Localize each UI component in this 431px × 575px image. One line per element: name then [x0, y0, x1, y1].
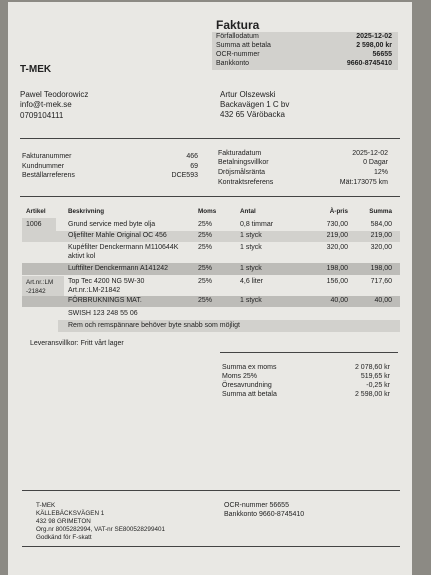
row5-sum: 717,60 — [370, 278, 392, 285]
row1-price: 730,00 — [326, 221, 348, 228]
row1-vat: 25% — [198, 221, 213, 228]
summary-bank-label: Bankkonto — [216, 60, 250, 67]
contract-reference-label: Kontraktsreferens — [218, 179, 274, 186]
invoice-title: Faktura — [216, 18, 260, 32]
row2-vat: 25% — [198, 232, 213, 239]
row3-desc-line2: aktivt kol — [68, 253, 96, 260]
row4-desc: Luftfilter Denckermann A141242 — [68, 265, 169, 272]
col-header-vat: Moms — [198, 208, 217, 215]
col-header-sum: Summa — [369, 208, 392, 215]
row3-price: 320,00 — [326, 244, 348, 251]
recipient-street: Backavägen 1 C bv — [220, 100, 290, 109]
customer-number-label: Kundnummer — [22, 163, 65, 170]
col-header-unit-price: À-pris — [329, 208, 348, 215]
row6-price: 40,00 — [330, 297, 348, 304]
divider-totals — [220, 352, 398, 353]
note-belt: Rem och remspännare behöver byte snabb som möjligt — [68, 322, 240, 329]
summary-bank-value: 9660-8745410 — [346, 60, 392, 67]
footer-org: Org.nr 8005282994, VAT-nr SE800528299401 — [36, 526, 165, 533]
total-rounding-label: Öresavrundning — [222, 382, 272, 389]
total-vat-label: Moms 25% — [222, 373, 258, 380]
col-header-description: Beskrivning — [68, 208, 105, 215]
summary-due-label: Förfallodatum — [216, 33, 259, 40]
row4-sum: 198,00 — [370, 265, 392, 272]
col-header-qty: Antal — [240, 208, 256, 215]
recipient-city: 432 65 Väröbacka — [220, 110, 285, 119]
total-ex-vat-label: Summa ex moms — [222, 364, 277, 371]
col-header-article: Artikel — [26, 208, 46, 215]
row5-vat: 25% — [198, 278, 213, 285]
row1-article: 1006 — [26, 221, 42, 228]
row1-qty: 0,8 timmar — [240, 221, 274, 228]
note-swish: SWISH 123 248 55 06 — [68, 310, 138, 317]
row5-price: 156,00 — [326, 278, 348, 285]
row3-desc: Kupéfilter Denckermann M110644K — [68, 244, 179, 251]
customer-number-value: 69 — [190, 163, 198, 170]
delivery-terms: Leveransvillkor: Fritt vårt lager — [30, 340, 124, 347]
order-reference-value: DCE593 — [171, 172, 198, 179]
payment-terms-label: Betalningsvillkor — [218, 159, 269, 166]
row3-qty: 1 styck — [240, 244, 262, 251]
row5-article-text: Art.nr.:LM -21842 — [26, 279, 54, 295]
recipient-name: Artur Olszewski — [220, 90, 276, 99]
total-to-pay-value: 2 598,00 kr — [354, 391, 390, 398]
row3-sum: 320,00 — [370, 244, 392, 251]
footer-ftax: Godkänd för F-skatt — [36, 534, 92, 541]
divider-top — [20, 138, 400, 139]
row4-vat: 25% — [198, 265, 213, 272]
row4-qty: 1 styck — [240, 265, 262, 272]
summary-due-value: 2025-12-02 — [356, 33, 392, 40]
total-to-pay-label: Summa att betala — [222, 391, 277, 398]
payment-terms-value: 0 Dagar — [363, 159, 388, 166]
contract-reference-value: Mät:173075 km — [339, 179, 388, 186]
late-interest-label: Dröjsmålsränta — [218, 169, 266, 176]
row2-qty: 1 styck — [240, 232, 262, 239]
row2-sum: 219,00 — [370, 232, 392, 239]
footer-ocr: OCR-nummer 56655 — [224, 502, 289, 509]
total-vat-value: 519,65 kr — [360, 373, 390, 380]
divider-bottom — [22, 546, 400, 547]
row5-desc: Top Tec 4200 NG 5W-30 — [68, 278, 145, 285]
divider-info — [20, 196, 400, 197]
invoice-paper — [8, 2, 412, 575]
order-reference-label: Beställarreferens — [22, 172, 75, 179]
sender-name: Pawel Teodorowicz — [20, 90, 89, 99]
row1-desc: Grund service med byte olja — [68, 221, 156, 228]
total-rounding-value: -0,25 kr — [366, 382, 390, 389]
invoice-number-label: Fakturanummer — [22, 153, 72, 160]
late-interest-value: 12% — [373, 169, 388, 176]
summary-total-value: 2 598,00 kr — [356, 42, 392, 49]
footer-bank: Bankkonto 9660-8745410 — [224, 511, 305, 518]
row3-vat: 25% — [198, 244, 213, 251]
summary-ocr-value: 56655 — [372, 51, 392, 58]
summary-ocr-label: OCR-nummer — [216, 51, 260, 58]
row6-sum: 40,00 — [374, 297, 392, 304]
footer-address2: 432 98 GRIMETON — [36, 518, 91, 525]
summary-total-label: Summa att betala — [216, 42, 271, 49]
row5-article — [26, 278, 53, 296]
invoice-date-label: Fakturadatum — [218, 150, 262, 157]
row5-desc-line2: Art.nr.:LM-21842 — [68, 287, 121, 294]
sender-email: info@t-mek.se — [20, 100, 72, 109]
invoice-number-value: 466 — [186, 153, 198, 160]
row5-qty: 4,6 liter — [240, 278, 263, 285]
row4-price: 198,00 — [326, 265, 348, 272]
row1-sum: 584,00 — [370, 221, 392, 228]
row6-vat: 25% — [198, 297, 213, 304]
divider-footer — [22, 490, 400, 491]
sender-phone: 0709104111 — [20, 111, 64, 120]
row2-price: 219,00 — [326, 232, 348, 239]
row6-qty: 1 styck — [240, 297, 262, 304]
row2-desc: Oljefilter Mahle Original OC 456 — [68, 232, 167, 239]
sender-company: T-MEK — [20, 64, 52, 75]
footer-company: T-MEK — [36, 502, 56, 509]
total-ex-vat-value: 2 078,60 kr — [354, 364, 390, 371]
footer-address1: KÄLLEBÄCKSVÄGEN 1 — [36, 510, 105, 517]
row6-desc: FÖRBRUKNINGS MAT. — [68, 297, 142, 304]
invoice-date-value: 2025-12-02 — [352, 150, 388, 157]
